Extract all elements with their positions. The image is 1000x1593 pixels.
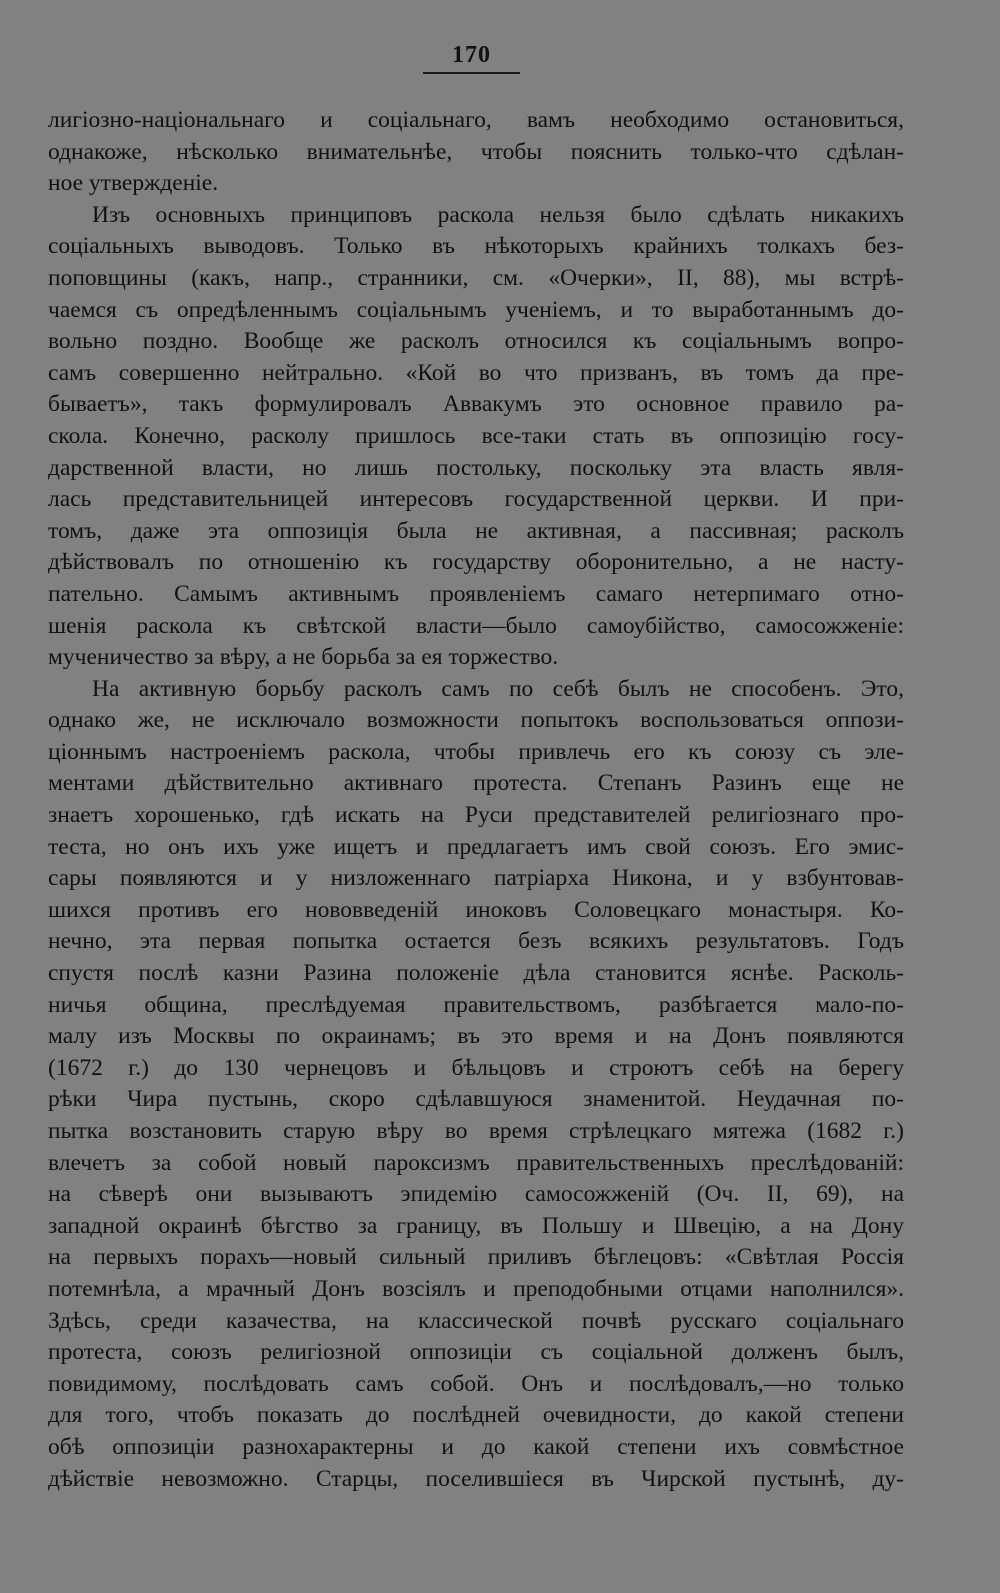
text-line: знаетъ хорошенько, гдѣ искать на Руси представителей религіознаго про-: [48, 802, 904, 829]
text-line: пательно. Самымъ активнымъ проявленіемъ самаго нетерпимаго отно-: [48, 580, 904, 607]
text-line: вольно поздно. Вообще же расколъ относился къ соціальнымъ вопро-: [48, 328, 904, 355]
text-line: мученичество за вѣру, а не борьба за ея торжество.: [48, 644, 559, 671]
paragraph-2: [48, 200, 904, 674]
text-line: повидимому, послѣдовать самъ собой. Онъ и послѣдовалъ,—но только: [48, 1370, 904, 1397]
text-line: ціоннымъ настроеніемъ раскола, чтобы привлечь его къ союзу съ эле-: [48, 738, 904, 765]
text-line: томъ, даже эта оппозиція была не активная, а пассивная; расколъ: [48, 517, 904, 544]
text-line: шенія раскола къ свѣтской власти—было самоубійство, самосожженіе:: [48, 612, 904, 639]
text-line: влечетъ за собой новый пароксизмъ правительственныхъ преслѣдованій:: [48, 1149, 904, 1176]
text-line: Изъ основныхъ принциповъ раскола нельзя было сдѣлать никакихъ: [92, 201, 904, 228]
text-line: соціальныхъ выводовъ. Только въ нѣкоторыхъ крайнихъ толкахъ без-: [48, 233, 904, 260]
text-line: однако же, не исключало возможности попытокъ воспользоваться оппози-: [48, 707, 904, 734]
text-line: на первыхъ порахъ—новый сильный приливъ бѣглецовъ: «Свѣтлая Россія: [48, 1244, 904, 1271]
text-line: ничья община, преслѣдуемая правительствомъ, разбѣгается мало-по-: [48, 991, 904, 1018]
text-line: бываетъ», такъ формулировалъ Аввакумъ это основное правило ра-: [48, 391, 904, 418]
page-number: 170: [452, 42, 491, 68]
text-line: (1672 г.) до 130 чернецовъ и бѣльцовъ и строютъ себѣ на берегу: [48, 1054, 904, 1081]
text-line: лась представительницей интересовъ государственной церкви. И при-: [48, 486, 904, 513]
text-line: нечно, эта первая попытка остается безъ всякихъ результатовъ. Годъ: [48, 928, 904, 955]
paragraph-1: [48, 105, 904, 200]
text-line: самъ совершенно нейтрально. «Кой во что призванъ, въ томъ да пре-: [48, 359, 904, 386]
text-line: ное утвержденіе.: [48, 170, 219, 197]
text-line: На активную борьбу расколъ самъ по себѣ былъ не способенъ. Это,: [92, 675, 904, 702]
text-line: малу изъ Москвы по окраинамъ; въ это время и на Донъ появляются: [48, 1023, 904, 1050]
text-line: однакоже, нѣсколько внимательнѣе, чтобы пояснить только-что сдѣлан-: [48, 138, 904, 165]
text-line: шихся противъ его нововведеній иноковъ Соловецкаго монастыря. Ко-: [48, 896, 904, 923]
text-line: дѣйствовалъ по отношенію къ государству оборонительно, а не насту-: [48, 549, 904, 576]
text-line: лигіозно-національнаго и соціальнаго, вамъ необходимо остановиться,: [48, 107, 904, 133]
text-line: пытка возстановить старую вѣру во время стрѣлецкаго мятежа (1682 г.): [48, 1118, 904, 1144]
text-line: дѣйствіе невозможно. Старцы, поселившіеся въ Чирской пустынѣ, ду-: [48, 1465, 904, 1492]
text-body: [48, 105, 904, 1495]
text-line: сары появляются и у низложеннаго патріарха Никона, и у взбунтовав-: [48, 865, 904, 892]
text-line: Здѣсь, среди казачества, на классической почвѣ русскаго соціальнаго: [48, 1307, 904, 1334]
text-line: теста, но онъ ихъ уже ищетъ и предлагаетъ имъ свой союзъ. Его эмис-: [48, 833, 904, 860]
text-line: потемнѣла, а мрачный Донъ возсіялъ и преподобными отцами наполнился».: [48, 1275, 904, 1302]
text-line: скола. Конечно, расколу пришлось все-таки стать въ оппозицію госу-: [48, 422, 904, 449]
text-line: спустя послѣ казни Разина положеніе дѣла становится яснѣе. Расколь-: [48, 960, 904, 987]
text-line: для того, чтобъ показать до послѣдней очевидности, до какой степени: [48, 1402, 904, 1429]
text-line: протеста, союзъ религіозной оппозиціи съ соціальной долженъ былъ,: [48, 1339, 904, 1366]
text-line: рѣки Чира пустынь, скоро сдѣлавшуюся знаменитой. Неудачная по-: [48, 1086, 904, 1113]
text-line: дарственной власти, но лишь постольку, поскольку эта власть явля-: [48, 454, 904, 481]
text-line: на сѣверѣ они вызываютъ эпидемію самосожженій (Оч. II, 69), на: [48, 1181, 904, 1208]
page-number-rule: [423, 72, 520, 74]
text-line: поповщины (какъ, напр., странники, см. «Очерки», II, 88), мы встрѣ-: [48, 264, 904, 291]
text-line: чаемся съ опредѣленнымъ соціальнымъ ученіемъ, и то выработаннымъ до-: [48, 296, 904, 323]
text-line: западной окраинѣ бѣгство за границу, въ Польшу и Швецію, а на Дону: [48, 1212, 904, 1239]
text-line: ментами дѣйствительно активнаго протеста. Степанъ Разинъ еще не: [48, 770, 904, 797]
paragraph-3: [48, 674, 904, 1495]
text-line: обѣ оппозиціи разнохарактерны и до какой степени ихъ совмѣстное: [48, 1433, 904, 1460]
